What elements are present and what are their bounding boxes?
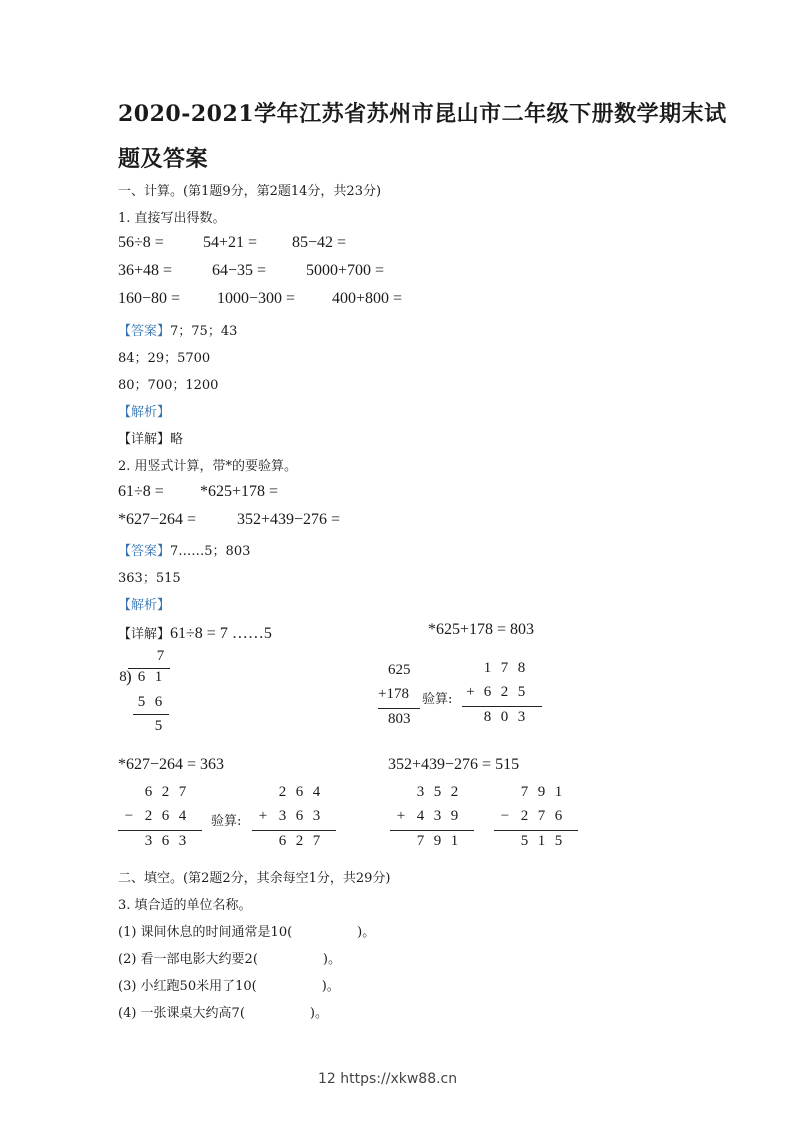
q2-expr-2-2: 352+439−276 = — [237, 511, 341, 528]
section-heading-1: 一、计算。(第1题9分，第2题14分，共23分) — [118, 184, 382, 199]
q2-analysis-tag: 【解析】 — [118, 598, 171, 613]
q3-item-2: (2) 看一部电影大约要2( )。 — [118, 952, 341, 967]
q1-expr-1-3: 85−42 = — [292, 234, 347, 251]
q2-expr-1-1: 61÷8 = — [118, 483, 164, 500]
question-1-label: 1. 直接写出得数。 — [118, 211, 226, 226]
q1-answer-line-2: 84；29；5700 — [118, 351, 211, 366]
q3-item-1: (1) 课间休息的时间通常是10( )。 — [118, 925, 376, 940]
vertical-subtraction-2: 7 9 1 − 2 7 6 5 1 5 — [494, 784, 584, 854]
page-title-line2: 题及答案 — [118, 146, 209, 172]
section-heading-2: 二、填空。(第2题2分，其余每空1分，共29分) — [118, 871, 391, 886]
long-division: 7 8 ) 6 1 5 6 5 — [118, 648, 178, 738]
question-3-label: 3. 填合适的单位名称。 — [118, 898, 252, 913]
q2-detail-eq-3: *627−264 = 363 — [118, 756, 225, 773]
check-label-2: 验算: — [211, 814, 242, 829]
page-title-line1: 2020-2021学年江苏省苏州市昆山市二年级下册数学期末试 — [118, 101, 727, 127]
q2-answer-line-1: 【答案】7……5；803 — [118, 544, 251, 559]
q3-item-3: (3) 小红跑50米用了10( )。 — [118, 979, 340, 994]
check-label: 验算: — [422, 692, 453, 707]
q1-expr-1-1: 56÷8 = — [118, 234, 164, 251]
q1-expr-2-2: 64−35 = — [212, 262, 267, 279]
q2-detail-line-1: 【详解】61÷8 = 7 ……5 — [118, 625, 272, 642]
q2-detail-eq-2: *625+178 = 803 — [428, 621, 535, 638]
q2-expr-1-2: *625+178 = — [200, 483, 279, 500]
q1-expr-2-3: 5000+700 = — [306, 262, 385, 279]
q1-analysis-tag: 【解析】 — [118, 405, 171, 420]
q1-answer-line-1: 【答案】7；75；43 — [118, 324, 238, 339]
q2-expr-2-1: *627−264 = — [118, 511, 197, 528]
question-2-label: 2. 用竖式计算，带*的要验算。 — [118, 459, 298, 474]
q1-expr-2-1: 36+48 = — [118, 262, 173, 279]
q1-expr-3-2: 1000−300 = — [217, 290, 296, 307]
vertical-addition-1: 625 +178 803 — [378, 662, 438, 732]
q1-expr-3-3: 400+800 = — [332, 290, 403, 307]
q1-expr-3-1: 160−80 = — [118, 290, 181, 307]
vertical-subtraction-1: 6 2 7 − 2 6 4 3 6 3 — [118, 784, 208, 854]
answer-tag: 【答案】 — [118, 544, 171, 559]
answer-tag: 【答案】 — [118, 324, 171, 339]
q3-item-4: (4) 一张课桌大约高7( )。 — [118, 1006, 328, 1021]
q1-answer-line-3: 80；700；1200 — [118, 378, 219, 393]
vertical-addition-1-check: 1 7 8 + 6 2 5 8 0 3 — [462, 660, 552, 730]
q1-expr-1-2: 54+21 = — [203, 234, 258, 251]
q1-detail: 【详解】略 — [118, 432, 184, 447]
q2-answer-line-2: 363；515 — [118, 571, 181, 586]
q2-detail-eq-4: 352+439−276 = 515 — [388, 756, 520, 773]
vertical-subtraction-1-check: 2 6 4 + 3 6 3 6 2 7 — [252, 784, 342, 854]
page-footer: 12 https://xkw88.cn — [318, 1071, 458, 1087]
vertical-addition-2: 3 5 2 + 4 3 9 7 9 1 — [390, 784, 480, 854]
